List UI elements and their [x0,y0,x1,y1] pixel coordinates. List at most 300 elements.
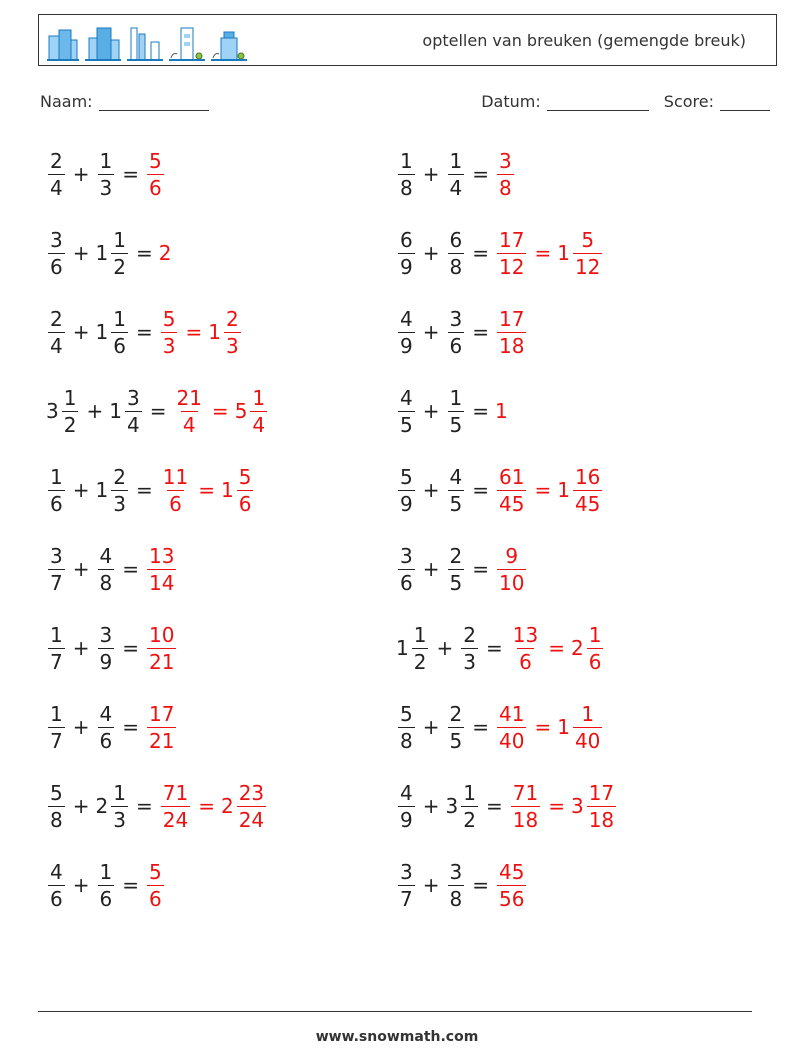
numerator: 41 [499,701,525,726]
addend-a [396,543,417,595]
whole-number: 1 [557,241,570,265]
fraction [237,464,254,516]
denominator: 6 [588,649,602,674]
numerator: 5 [581,227,595,252]
fraction [98,701,115,753]
numerator: 11 [162,464,189,489]
numerator: 3 [499,148,512,173]
fraction [461,622,478,674]
fraction [161,780,190,832]
fraction [48,227,65,279]
denominator: 14 [149,570,175,595]
equals-sign: = [472,557,489,581]
date-line[interactable] [547,93,649,111]
addend-b [446,306,467,358]
answer [495,399,509,423]
denominator: 6 [50,491,63,516]
answer [145,859,166,911]
fraction [98,859,115,911]
answer [495,148,516,200]
numerator: 4 [99,701,113,726]
denominator: 9 [99,649,113,674]
answer-value [145,859,166,911]
denominator: 6 [149,886,162,911]
fraction [224,306,241,358]
header-icons [47,22,247,62]
addend-a [46,780,67,832]
answer-value [495,399,509,423]
answer [145,701,178,753]
addend-a [396,622,430,674]
problem-row [396,539,528,599]
whole-number: 2 [220,794,234,818]
addend-b [445,780,480,832]
score-line[interactable] [720,93,770,111]
numerator: 4 [400,306,413,331]
answer-equals-sign: = [211,399,229,423]
problem-row [46,223,172,283]
denominator: 7 [50,728,63,753]
numerator: 13 [512,622,539,647]
numerator: 3 [400,543,413,568]
answer-value [509,780,542,832]
whole-number: 3 [570,794,584,818]
tower-tree-icon [169,24,205,62]
name-line[interactable] [99,93,209,111]
denominator: 10 [499,570,525,595]
problem-row [46,302,243,362]
denominator: 6 [400,570,413,595]
problem-row [396,618,605,678]
addend-a [46,622,67,674]
addend-a [46,859,67,911]
fraction [398,701,415,753]
numerator: 1 [113,780,126,805]
numerator: 1 [463,780,476,805]
answer-value [557,227,604,279]
denominator: 40 [574,728,601,753]
denominator: 8 [449,886,463,911]
plus-sign: + [72,636,90,660]
plus-sign: + [72,794,90,818]
answer-value [495,148,516,200]
answer-value [172,385,205,437]
problem-row [396,460,604,520]
numerator: 1 [50,622,63,647]
fraction [174,385,203,437]
denominator: 6 [238,491,252,516]
answer-value [159,464,192,516]
fraction [398,306,415,358]
fraction [497,227,526,279]
whole-number: 1 [220,478,234,502]
denominator: 56 [499,886,525,911]
answer-value [220,464,255,516]
denominator: 6 [113,333,126,358]
problem-row [396,776,618,836]
addend-b [96,701,117,753]
numerator: 61 [499,464,525,489]
plus-sign: + [72,241,90,265]
problem-row [46,144,166,204]
denominator: 5 [449,491,463,516]
answer [145,622,178,674]
equals-sign: = [472,478,489,502]
addend-a [46,543,67,595]
answer-value [570,622,605,674]
denominator: 4 [50,175,63,200]
numerator: 10 [149,622,175,647]
fraction [161,306,178,358]
fraction [497,148,514,200]
equals-sign: = [122,873,139,897]
numerator: 4 [99,543,113,568]
fraction [511,780,540,832]
addend-b [95,780,130,832]
fraction [111,464,128,516]
fraction [98,148,115,200]
addend-a [396,227,417,279]
fraction [48,543,65,595]
answer-equals-sign: = [534,241,552,265]
building-icon [47,26,79,62]
addend-a [396,780,417,832]
plus-sign: + [422,162,440,186]
fraction [48,780,65,832]
numerator: 2 [50,148,63,173]
denominator: 8 [400,175,413,200]
numerator: 1 [400,148,413,173]
numerator: 5 [238,464,252,489]
denominator: 3 [99,175,113,200]
fraction [412,622,429,674]
numerator: 3 [99,622,113,647]
answer-equals-sign: = [198,478,215,502]
answer-value [159,780,192,832]
fraction [573,464,602,516]
numerator: 1 [50,464,63,489]
fraction [497,701,526,753]
numerator: 3 [50,543,63,568]
fraction [511,622,540,674]
problem-row [46,539,178,599]
answer-equals-sign: = [548,636,565,660]
numerator: 1 [413,622,427,647]
equals-sign: = [472,715,489,739]
fraction [398,859,415,911]
denominator: 4 [182,412,196,437]
answer [159,306,243,358]
numerator: 1 [588,622,602,647]
problem-row [46,618,178,678]
addend-a [396,464,417,516]
addend-b [109,385,143,437]
denominator: 6 [99,886,113,911]
equals-sign: = [122,557,139,581]
denominator: 8 [50,807,63,832]
denominator: 21 [149,649,175,674]
footer-url: www.snowmath.com [315,1029,479,1045]
equals-sign: = [472,399,489,423]
denominator: 4 [126,412,140,437]
whole-number: 1 [208,320,221,344]
equals-sign: = [472,241,489,265]
numerator: 1 [581,701,595,726]
numerator: 3 [126,385,140,410]
addend-a [46,385,80,437]
equals-sign: = [135,241,153,265]
plus-sign: + [436,636,454,660]
fraction [48,148,65,200]
numerator: 4 [449,464,463,489]
equals-sign: = [472,162,489,186]
fraction [48,306,65,358]
problem-row [396,855,528,915]
fraction [587,622,604,674]
fraction [147,622,176,674]
fraction [48,701,65,753]
numerator: 5 [400,701,413,726]
footer-divider [38,1011,752,1012]
plus-sign: + [86,399,104,423]
whole-number: 1 [396,636,409,660]
answer [495,543,528,595]
answer-equals-sign: = [198,794,215,818]
answer [495,227,604,279]
numerator: 4 [400,385,413,410]
fraction [497,543,526,595]
answer-value [557,701,604,753]
problem-row [396,381,509,441]
numerator: 2 [449,701,463,726]
denominator: 12 [574,254,601,279]
equals-sign: = [122,162,139,186]
addend-a [46,306,67,358]
denominator: 12 [499,254,525,279]
fraction [398,148,415,200]
fraction [398,543,415,595]
towers-icon [127,24,163,62]
denominator: 21 [149,728,175,753]
plus-sign: + [72,873,90,897]
fraction [237,780,266,832]
numerator: 71 [162,780,189,805]
denominator: 18 [499,333,525,358]
fraction [497,464,526,516]
plus-sign: + [422,715,440,739]
denominator: 6 [50,886,63,911]
denominator: 3 [113,491,126,516]
fraction [497,859,526,911]
fraction [448,464,465,516]
equals-sign: = [135,794,153,818]
answer-value [159,306,180,358]
problem-row [46,855,166,915]
answer [495,859,528,911]
whole-number: 1 [95,478,109,502]
answer [159,780,268,832]
problem-row [396,223,604,283]
problem-row [46,381,269,441]
fraction [573,701,602,753]
answer-value [495,859,528,911]
fraction [398,227,415,279]
fraction [147,701,176,753]
plus-sign: + [422,241,440,265]
answer [159,464,256,516]
denominator: 3 [162,333,176,358]
denominator: 9 [400,807,413,832]
answer-value [495,306,528,358]
denominator: 40 [499,728,525,753]
addend-a [46,148,67,200]
plus-sign: + [72,320,90,344]
office-building-icon [85,24,121,62]
equals-sign: = [485,636,503,660]
fraction [448,148,465,200]
problem-row [396,302,528,362]
denominator: 9 [400,254,413,279]
problem-row [396,697,604,757]
equals-sign: = [472,873,489,897]
whole-number: 2 [158,241,172,265]
fraction [398,385,415,437]
numerator: 71 [512,780,539,805]
plus-sign: + [422,557,440,581]
whole-number: 1 [95,320,109,344]
numerator: 13 [149,543,175,568]
numerator: 1 [113,227,126,252]
whole-number: 1 [95,241,109,265]
numerator: 5 [162,306,176,331]
numerator: 3 [449,859,463,884]
numerator: 3 [400,859,413,884]
equals-sign: = [135,478,153,502]
equals-sign: = [122,715,139,739]
whole-number: 2 [95,794,109,818]
numerator: 17 [149,701,175,726]
equals-sign: = [122,636,139,660]
addend-b [96,859,117,911]
numerator: 1 [449,385,463,410]
addend-b [459,622,480,674]
whole-number: 3 [445,794,459,818]
fraction [497,306,526,358]
problem-row [396,144,516,204]
addend-b [96,543,117,595]
numerator: 1 [113,306,126,331]
fraction [587,780,616,832]
plus-sign: + [72,478,90,502]
numerator: 45 [499,859,525,884]
addend-a [396,148,417,200]
addend-a [46,464,67,516]
denominator: 6 [169,491,182,516]
fraction [125,385,142,437]
denominator: 3 [113,807,126,832]
answer-value [145,543,178,595]
denominator: 5 [400,412,413,437]
denominator: 18 [588,807,615,832]
fraction [48,859,65,911]
numerator: 1 [50,701,63,726]
denominator: 45 [499,491,525,516]
denominator: 2 [63,412,77,437]
numerator: 4 [400,780,413,805]
denominator: 24 [162,807,189,832]
name-label: Naam: [40,92,93,111]
denominator: 2 [463,807,476,832]
addend-a [46,227,67,279]
denominator: 8 [499,175,512,200]
answer-value [495,227,528,279]
denominator: 24 [238,807,265,832]
date-score-fields [481,92,770,111]
fraction [250,385,267,437]
answer-value [509,622,542,674]
denominator: 8 [400,728,413,753]
answer-value [557,464,604,516]
numerator: 4 [50,859,63,884]
addend-b [446,227,467,279]
equals-sign: = [149,399,167,423]
addend-b [446,148,467,200]
numerator: 5 [149,859,162,884]
denominator: 6 [149,175,162,200]
numerator: 17 [588,780,615,805]
denominator: 5 [449,728,463,753]
numerator: 16 [574,464,601,489]
answer-value [570,780,618,832]
numerator: 1 [449,148,463,173]
name-field [40,92,209,111]
answer-value [145,148,166,200]
answer [145,148,166,200]
whole-number: 1 [109,399,122,423]
fraction [398,780,415,832]
answer-value [495,701,528,753]
fraction [161,464,190,516]
answer [159,241,173,265]
answer-value [145,622,178,674]
denominator: 18 [512,807,539,832]
denominator: 45 [574,491,601,516]
answer-value [145,701,178,753]
numerator: 23 [238,780,265,805]
answer-value [495,464,528,516]
answer [495,464,604,516]
addend-a [46,701,67,753]
denominator: 4 [50,333,63,358]
fraction [448,385,465,437]
answer-value [220,780,268,832]
numerator: 3 [449,306,463,331]
addend-a [396,306,417,358]
plus-sign: + [422,478,440,502]
answer-equals-sign: = [185,320,203,344]
answer-value [495,543,528,595]
worksheet-header [38,14,777,66]
denominator: 8 [99,570,113,595]
denominator: 6 [519,649,532,674]
answer [172,385,269,437]
fraction [111,306,128,358]
denominator: 7 [50,649,63,674]
whole-number: 1 [557,715,570,739]
whole-number: 2 [570,636,584,660]
addend-b [446,385,467,437]
denominator: 5 [449,570,463,595]
